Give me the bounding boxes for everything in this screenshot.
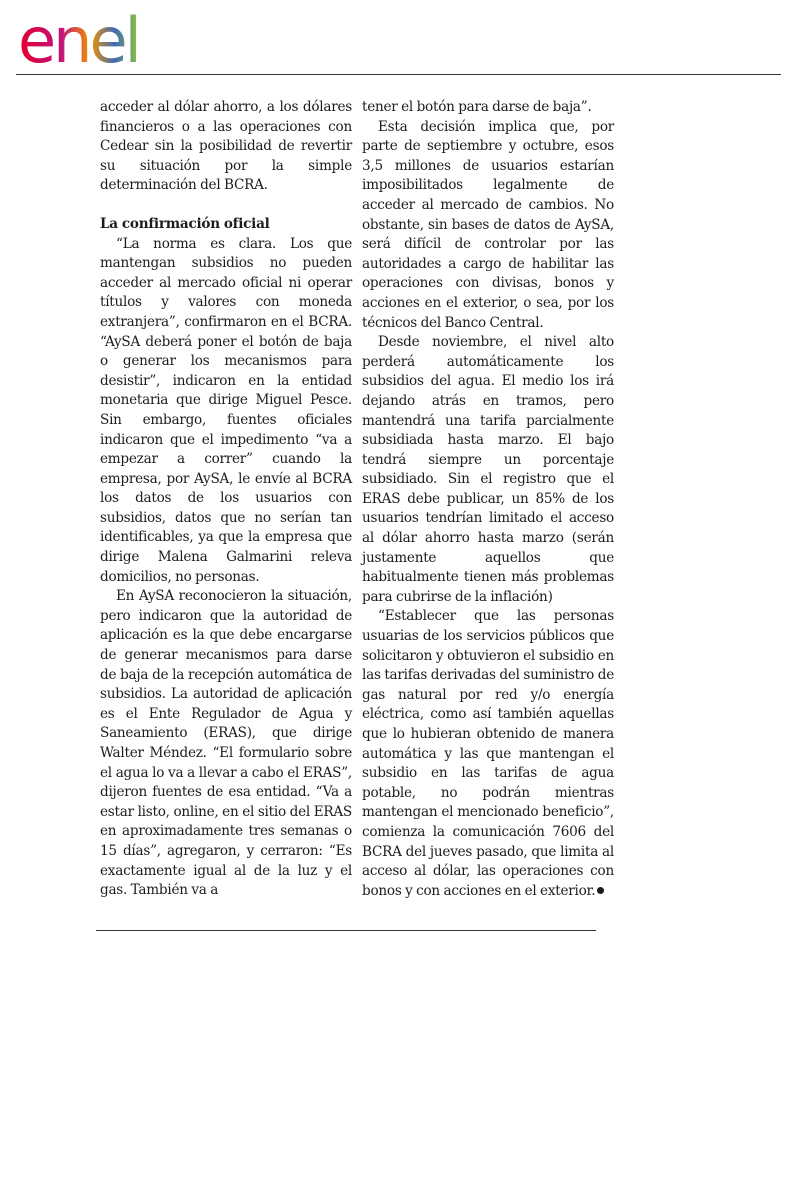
enel-logo-text: enel <box>18 8 139 68</box>
article-column-left <box>100 98 352 901</box>
end-of-article-bullet-icon <box>597 887 604 894</box>
footer-divider <box>96 930 596 931</box>
right-paragraph-4 <box>362 607 614 901</box>
left-paragraph-1: acceder al dólar ahorro, a los dólares financieros o a las operaciones con Cedear sin la posibilidad de revertir su situación por la simple determinación del BCRA. <box>100 99 352 194</box>
left-paragraph-2: “La norma es clara. Los que mantengan subsidios no pueden acceder al mercado oficial ni operar títulos y valores con moneda extranjera”, confirmaron en el BCRA. “AySA deberá poner el botón de baja o generar los mecanismos para desistir”, indicaron en la entidad monetaria que dirige Miguel Pesce. Sin embargo, fuentes oficiales indicaron que el impedimento “va a empezar a correr” cuando la empresa, por AySA, le envíe al BCRA los datos de los usuarios con subsidios, datos que no serían tan identificables, ya que la empresa que dirige Malena Galmarini releva domicilios, no personas. <box>100 235 352 585</box>
right-paragraph-4-text: “Establecer que las personas usuarias de los servicios públicos que solicitaron y obtuvieron el subsidio en las tarifas derivadas del suministro de gas natural por red y/o energía eléctrica, como así también aquellas que lo hubieran obtenido de manera automática y las que mantengan el subsidio en las tarifas de agua potable, no podrán mientras mantengan el mencionado beneficio”, comienza la comunicación 7606 del BCRA del jueves pasado, que limita al acceso al dólar, las operaciones con bonos y con acciones en el exterior. <box>362 608 614 899</box>
right-paragraph-2: Esta decisión implica que, por parte de septiembre y octubre, esos 3,5 millones de usuarios estarían imposibilitados legalmente de acceder al mercado de cambios. No obstante, sin bases de datos de AySA, será difícil de controlar por las autoridades a cargo de habilitar las operaciones con divisas, bonos y acciones en el exterior, o sea, por los técnicos del Banco Central. <box>362 118 614 331</box>
enel-logo <box>16 8 176 68</box>
header-divider <box>16 74 781 75</box>
left-paragraph-3: En AySA reconocieron la situación, pero indicaron que la autoridad de aplicación es la que debe encargarse de generar mecanismos para darse de baja de la recepción automática de subsidios. La autoridad de aplicación es el Ente Regulador de Agua y Saneamiento (ERAS), que dirige Walter Méndez. “El formulario sobre el agua lo va a llevar a cabo el ERAS”, dijeron fuentes de esa entidad. “Va a estar listo, online, en el sitio del ERAS en aproximadamente tres semanas o 15 días”, agregaron, y cerraron: “Es exactamente igual al de la luz y el gas. También va a <box>100 588 352 899</box>
section-heading: La confirmación oficial <box>100 215 270 232</box>
article-column-right <box>362 98 614 901</box>
right-paragraph-1: tener el botón para darse de baja”. <box>362 99 592 115</box>
right-paragraph-3: Desde noviembre, el nivel alto perderá automáticamente los subsidios del agua. El medio los irá dejando atrás en tramos, pero mantendrá una tarifa parcialmente subsidiada hasta marzo. El bajo tendrá siempre un porcentaje subsidiado. Sin el registro que el ERAS debe publicar, un 85% de los usuarios tendrían limitado el acceso al dólar ahorro hasta marzo (serán justamente aquellos que habitualmente tienen más problemas para cubrirse de la inflación) <box>362 334 614 605</box>
